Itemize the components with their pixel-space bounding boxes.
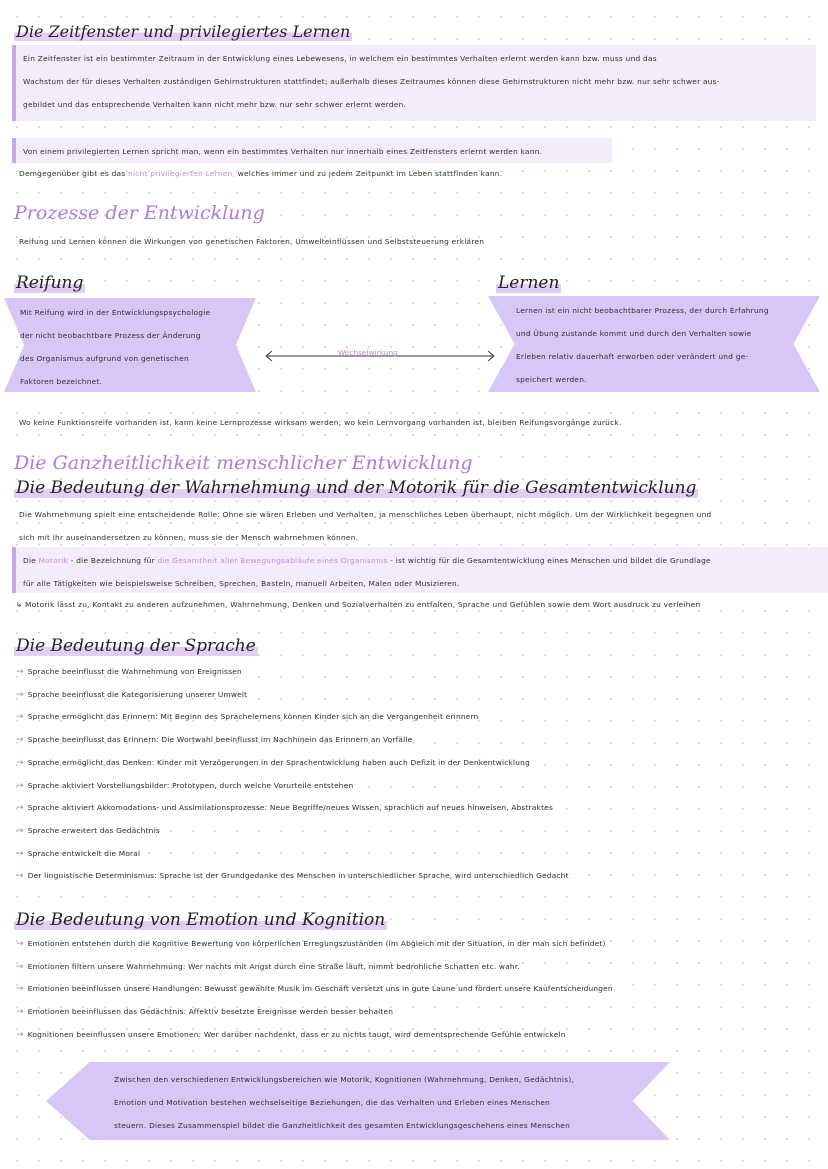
list-item: → Sprache ermöglicht das Denken: Kinder mit Verzögerungen in der Sprachentwicklung haben auch Defizit in der Denkentwicklung — [16, 757, 530, 768]
arrow-right-icon: → — [16, 939, 24, 949]
highlight-term: Motorik — [38, 556, 69, 565]
arrow-right-icon: → — [16, 757, 24, 768]
summary-line: steuern. Dieses Zusammenspiel bildet die Ganzheitlichkeit des gesamten Entwicklungsgeschehens eines Menschen — [114, 1121, 571, 1130]
non-privileged-line — [19, 162, 502, 185]
text-segment: welches immer und zu jedem Zeitpunkt im Leben stattfinden kann. — [237, 169, 503, 178]
arrow-right-icon: → — [16, 871, 24, 882]
list-item: → Emotionen beeinflussen das Gedächtnis: Affektiv besetzte Ereignisse werden besser behalten — [16, 1007, 394, 1018]
reifung-text — [20, 301, 210, 393]
reifung-lernen-conclusion: Wo keine Funktionsreife vorhanden ist, kann keine Lernprozesse wirksam werden; wo kein Lernvorgang vorhanden ist, bleiben Reifungsvorgänge zurück. — [19, 418, 622, 427]
motorik-line: für alle Tätigkeiten wie beispielsweise Schreiben, Sprechen, Basteln, manuell Arbeiten, Malen oder Musizieren. — [23, 579, 460, 588]
lernen-line: Erleben relativ dauerhaft erworben oder verändert und ge- — [516, 352, 749, 361]
lernen-line: Lernen ist ein nicht beobachtbarer Prozess, der durch Erfahrung — [516, 306, 769, 315]
text-segment: - die Bezeichnung für — [70, 556, 155, 565]
arrow-right-icon: → — [16, 825, 24, 836]
list-item: → Emotionen filtern unsere Wahrnehmung: Wer nachts mit Angst durch eine Straße läuft, nimmt bedrohliche Schatten etc. wahr. — [16, 961, 520, 972]
list-item: → Der linguistische Determinismus: Sprache ist der Grundgedanke des Menschen in unterschiedlicher Sprache, wird unterschiedlich Gedacht — [16, 871, 569, 882]
reifung-line: Faktoren bezeichnet. — [20, 377, 103, 386]
connector-label: Wechselwirkung — [338, 348, 398, 357]
summary-line: Emotion und Motivation bestehen wechselseitige Beziehungen, die das Verhalten und Erleben eines Menschen — [114, 1098, 551, 1107]
motorik-follow: ↳ Motorik lässt zu, Kontakt zu anderen aufzunehmen, Wahrnehmung, Denken und Sozialverhalten zu entfalten, Sprache und Gefühlen sowie dem Wort ausdruck zu verleihen — [16, 600, 701, 609]
list-item: → Sprache beeinflusst die Wahrnehmung von Ereignissen — [16, 667, 242, 677]
list-item: → Emotionen beeinflussen unsere Handlungen: Bewusst gewählte Musik im Geschäft versetzt uns in gute Laune und fördert unsere Kaufentscheidungen — [16, 984, 613, 995]
motorik-box — [12, 547, 828, 593]
list-item: → Sprache ermöglicht das Erinnern: Mit Beginn des Sprachelernens können Kinder sich an die Vergangenheit erinnern — [16, 712, 479, 723]
subheading-wahrnehmung-motorik: Die Bedeutung der Wahrnehmung und der Motorik für die Gesamtentwicklung — [16, 478, 697, 498]
wahrnehmung-paragraph — [19, 503, 711, 549]
summary-text — [114, 1068, 574, 1137]
section-title-sprache: Die Bedeutung der Sprache — [16, 636, 256, 656]
section-title-prozesse: Prozesse der Entwicklung — [14, 202, 265, 224]
arrow-right-icon: → — [16, 803, 24, 814]
list-item: → Sprache beeinflusst das Erinnern: Die Wortwahl beeinflusst im Nachhinein das Erinnern an Vorfälle — [16, 735, 413, 746]
section-title-zeitfenster: Die Zeitfenster und privilegiertes Lernen — [16, 22, 351, 41]
section-intro: Reifung und Lernen können die Wirkungen von genetischen Faktoren, Umwelteinflüssen und Selbststeuerung erklären — [19, 237, 485, 246]
arrow-right-icon: → — [16, 667, 24, 677]
arrow-right-icon: → — [16, 1029, 24, 1040]
lernen-text — [516, 299, 769, 391]
motorik-line — [23, 549, 828, 572]
text-segment: - ist wichtig für die Gesamtentwicklung eines Menschen und bildet die Grundlage — [390, 556, 711, 565]
definition-line: Wachstum der für dieses Verhalten zuständigen Gehirnstrukturen stattfindet; außerhalb dieses Zeitraumes können diese Gehirnstrukturen nicht mehr bzw. nur sehr schwer aus- — [23, 77, 720, 86]
section-title-emotion-kognition: Die Bedeutung von Emotion und Kognition — [16, 910, 386, 930]
summary-line: Zwischen den verschiedenen Entwicklungsbereichen wie Motorik, Kognitionen (Wahrnehmung, Denken, Gedächtnis), — [114, 1075, 575, 1084]
section-title-ganzheitlichkeit: Die Ganzheitlichkeit menschlicher Entwicklung — [14, 452, 473, 474]
definition-line: Ein Zeitfenster ist ein bestimmter Zeitraum in der Entwicklung eines Lebewesens, in welchem ein bestimmtes Verhalten erlernt werden kann bzw. muss und das — [23, 54, 657, 63]
paragraph-line: Die Wahrnehmung spielt eine entscheidende Rolle: Ohne sie wären Erleben und Verhalten, ja menschliches Leben überhaupt, nicht möglich. Um der Wirklichkeit begegnen und — [19, 510, 712, 519]
list-item: → Sprache aktiviert Vorstellungsbilder: Prototypen, durch welche Vorurteile entstehen — [16, 780, 354, 791]
definition-text: Von einem privilegierten Lernen spricht man, wenn ein bestimmtes Verhalten nur innerhalb eines Zeitfensters erlernt werden kann. — [23, 147, 543, 156]
subheading-reifung: Reifung — [16, 273, 84, 293]
lernen-line: speichert werden. — [516, 375, 587, 384]
highlight-term: die Gesamtheit aller Bewegungsabläufe eines Organismus — [157, 556, 388, 565]
arrow-right-icon: → — [16, 712, 24, 723]
subheading-lernen: Lernen — [498, 273, 560, 293]
list-item: → Sprache aktiviert Akkomodations- und Assimilationsprozesse: Neue Begriffe/neues Wissen, sprachlich auf neues hinweisen, Abstraktes — [16, 803, 554, 814]
arrow-right-icon: → — [16, 780, 24, 791]
arrow-right-icon: → — [16, 984, 24, 995]
list-item: → Sprache beeinflusst die Kategorisierung unserer Umwelt — [16, 689, 248, 700]
arrow-right-icon: → — [16, 848, 24, 859]
definition-box-zeitfenster — [12, 45, 816, 121]
text-segment: Demgegenüber gibt es das — [19, 169, 126, 178]
list-item: → Sprache erweitert das Gedächtnis — [16, 825, 160, 836]
reifung-line: Mit Reifung wird in der Entwicklungspsychologie — [20, 308, 211, 317]
arrow-right-icon: → — [16, 689, 24, 700]
definition-box-privilegiert — [12, 138, 612, 163]
list-item: → Emotionen entstehen durch die Kognitive Bewertung von körperlichen Erregungszuständen (im Abgleich mit der Situation, in der man sich befindet) — [16, 939, 606, 949]
arrow-right-icon: → — [16, 1007, 24, 1018]
reifung-line: der nicht beobachtbare Prozess der Änderung — [20, 331, 201, 340]
arrow-right-icon: → — [16, 735, 24, 746]
sprache-list — [16, 661, 569, 888]
emotion-list — [16, 933, 613, 1047]
highlight-term: nicht privilegierten Lernen, — [128, 169, 236, 178]
text-segment: Die — [23, 556, 37, 565]
list-item: → Kognitionen beeinflussen unsere Emotionen: Wer darüber nachdenkt, dass er zu nichts taugt, wird dementsprechende Gefühle entwickeln — [16, 1029, 566, 1040]
arrow-right-icon: → — [16, 961, 24, 972]
reifung-line: des Organismus aufgrund von genetischen — [20, 354, 189, 363]
list-item: → Sprache entwickelt die Moral — [16, 848, 141, 859]
definition-line: gebildet und das entsprechende Verhalten kann nicht mehr bzw. nur sehr schwer erlernt werden. — [23, 100, 407, 109]
paragraph-line: sich mit ihr auseinandersetzen zu können, muss sie der Mensch wahrnehmen können. — [19, 533, 359, 542]
lernen-line: und Übung zustande kommt und durch den Verhalten sowie — [516, 329, 752, 338]
